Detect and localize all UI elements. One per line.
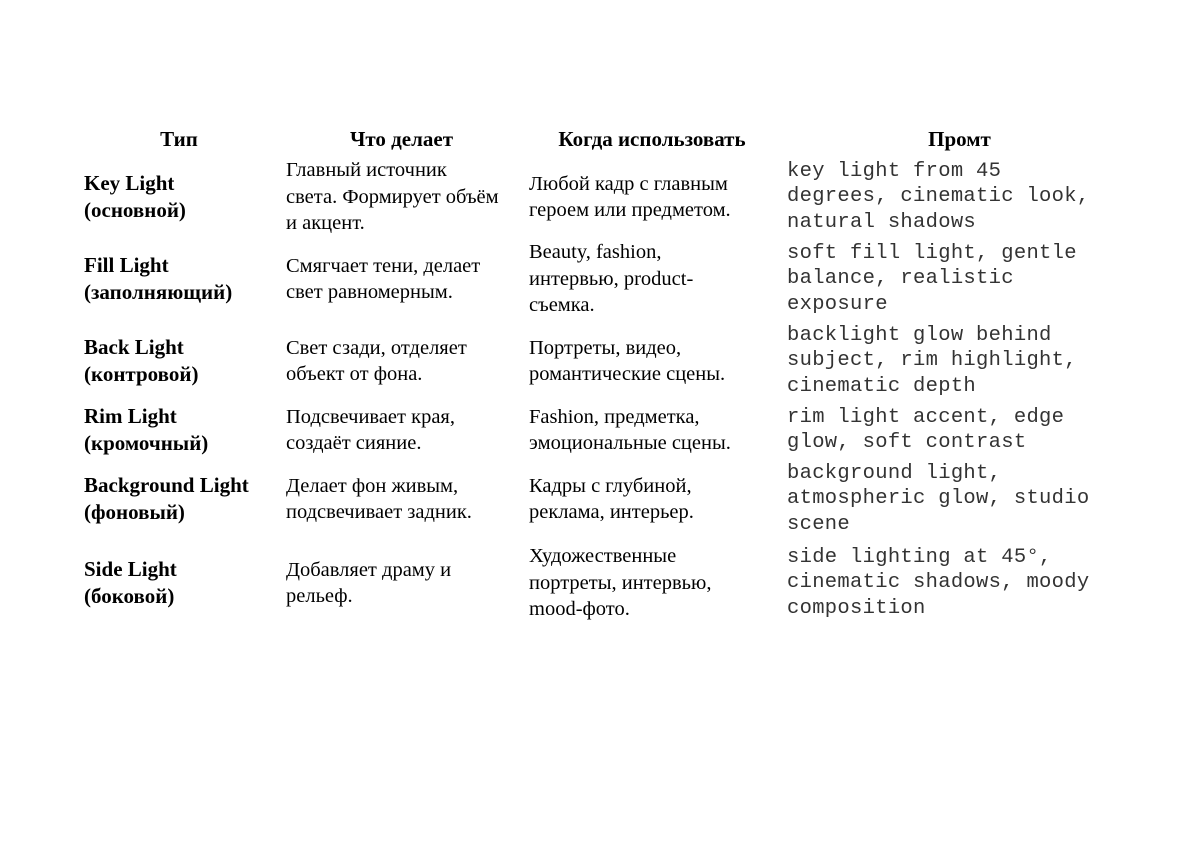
table-row-background-light	[78, 458, 1138, 540]
when-line: mood-фото.	[529, 598, 630, 621]
prompt-line: soft fill light, gentle	[787, 241, 1077, 265]
what-line: Главный источник	[286, 159, 447, 182]
table-header-row	[78, 122, 1138, 156]
cell-what	[280, 238, 523, 320]
cell-what	[280, 540, 523, 626]
header-what-it-does: Что делает	[349, 127, 454, 151]
cell-prompt	[781, 156, 1138, 238]
when-line: эмоциональные сцены.	[529, 432, 731, 454]
type-subtitle: (боковой)	[84, 584, 175, 608]
cell-type	[78, 238, 280, 320]
what-line: подсвечивает задник.	[286, 501, 472, 523]
when-line: Портреты, видео,	[529, 336, 682, 359]
when-line: романтические сцены.	[529, 363, 726, 385]
type-name: Background Light	[84, 473, 249, 497]
cell-what	[280, 458, 523, 540]
cell-when	[523, 402, 781, 458]
when-line: съемка.	[529, 294, 595, 317]
cell-when	[523, 238, 781, 320]
what-line: и акцент.	[286, 212, 365, 235]
lighting-types-table	[78, 122, 1138, 626]
when-line: Beauty, fashion,	[529, 241, 662, 264]
prompt-line: glow, soft contrast	[787, 431, 1027, 454]
what-line: света. Формирует объём	[286, 185, 499, 208]
when-line: портреты, интервью,	[529, 571, 712, 594]
cell-prompt	[781, 540, 1138, 626]
cell-prompt	[781, 320, 1138, 402]
what-line: Добавляет драму и	[286, 558, 452, 581]
prompt-line: backlight glow behind	[787, 323, 1052, 347]
table-row-back-light	[78, 320, 1138, 402]
what-line: Свет сзади, отделяет	[286, 336, 467, 359]
cell-when	[523, 320, 781, 402]
what-line: Смягчает тени, делает	[286, 254, 481, 277]
prompt-line: composition	[787, 596, 926, 620]
type-name: Rim Light	[84, 404, 177, 428]
prompt-line: cinematic shadows, moody	[787, 571, 1090, 595]
type-name: Side Light	[84, 557, 177, 581]
when-line: Художественные	[529, 545, 677, 568]
prompt-line: subject, rim highlight,	[787, 349, 1077, 373]
prompt-line: side lighting at 45°,	[787, 545, 1052, 569]
type-subtitle: (заполняющий)	[84, 280, 233, 304]
prompt-line: atmospheric glow, studio	[787, 487, 1090, 511]
when-line: интервью, product-	[529, 267, 694, 290]
prompt-line: degrees, cinematic look,	[787, 185, 1090, 209]
cell-type	[78, 540, 280, 626]
when-line: реклама, интерьер.	[529, 501, 694, 523]
cell-what	[280, 320, 523, 402]
header-type: Тип	[160, 127, 198, 151]
cell-prompt	[781, 458, 1138, 540]
type-name: Key Light	[84, 171, 175, 195]
table-row-rim-light	[78, 402, 1138, 458]
cell-when	[523, 540, 781, 626]
cell-when	[523, 458, 781, 540]
type-subtitle: (основной)	[84, 198, 186, 222]
type-name: Fill Light	[84, 253, 169, 277]
prompt-line: cinematic depth	[787, 374, 977, 398]
what-line: Подсвечивает края,	[286, 405, 455, 428]
cell-what	[280, 156, 523, 238]
table-row-fill-light	[78, 238, 1138, 320]
what-line: создаёт сияние.	[286, 432, 422, 454]
when-line: героем или предметом.	[529, 199, 731, 221]
what-line: объект от фона.	[286, 363, 423, 385]
prompt-line: balance, realistic	[787, 267, 1014, 291]
prompt-line: natural shadows	[787, 210, 977, 234]
prompt-line: scene	[787, 512, 851, 536]
what-line: свет равномерным.	[286, 281, 453, 303]
cell-type	[78, 402, 280, 458]
when-line: Любой кадр с главным	[529, 172, 728, 195]
cell-prompt	[781, 238, 1138, 320]
prompt-line: exposure	[787, 292, 888, 316]
prompt-line: background light,	[787, 461, 1002, 485]
type-subtitle: (фоновый)	[84, 500, 185, 524]
table-row-key-light	[78, 156, 1138, 238]
header-when-to-use: Когда использовать	[558, 127, 746, 151]
what-line: Делает фон живым,	[286, 474, 459, 497]
what-line: рельеф.	[286, 585, 353, 607]
type-name: Back Light	[84, 335, 184, 359]
type-subtitle: (кромочный)	[84, 431, 209, 455]
table-row-side-light	[78, 540, 1138, 626]
header-prompt: Промт	[928, 127, 991, 151]
prompt-line: rim light accent, edge	[787, 405, 1065, 429]
cell-type	[78, 458, 280, 540]
cell-type	[78, 156, 280, 238]
cell-prompt	[781, 402, 1138, 458]
type-subtitle: (контровой)	[84, 362, 199, 386]
cell-when	[523, 156, 781, 238]
cell-type	[78, 320, 280, 402]
prompt-line: key light from 45	[787, 159, 1002, 183]
cell-what	[280, 402, 523, 458]
when-line: Кадры с глубиной,	[529, 474, 692, 497]
when-line: Fashion, предметка,	[529, 405, 700, 428]
